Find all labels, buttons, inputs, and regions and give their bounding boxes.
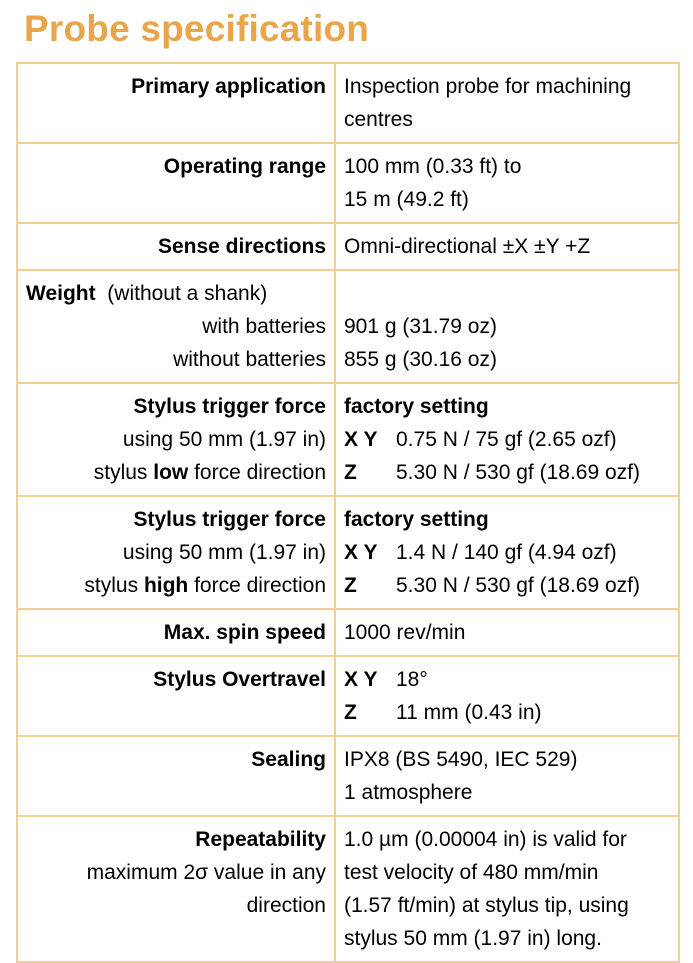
primary-application-value-2: centres: [344, 108, 413, 131]
trigger-high-sub2: stylus high force direction: [84, 574, 326, 597]
repeatability-value-3: (1.57 ft/min) at stylus tip, using: [344, 894, 629, 917]
row-value-cell: [335, 609, 679, 656]
trigger-high-sub1: using 50 mm (1.97 in): [122, 541, 326, 564]
operating-range-label: Operating range: [163, 155, 326, 178]
row-label-cell: [17, 736, 335, 816]
table-row: [17, 609, 679, 656]
primary-application-label: Primary application: [131, 75, 326, 98]
stylus-overtravel-z: Z 11 mm (0.43 in): [344, 701, 542, 724]
trigger-high-z: Z 5.30 N / 530 gf (18.69 ozf): [344, 574, 640, 597]
page-title: Probe specification: [24, 8, 370, 49]
table-row: [17, 223, 679, 270]
sense-directions-label: Sense directions: [157, 235, 326, 258]
weight-without-batteries-label: without batteries: [173, 348, 326, 371]
weight-with-batteries-value: 901 g (31.79 oz): [344, 315, 497, 338]
trigger-high-xy: X Y 1.4 N / 140 gf (4.94 ozf): [344, 541, 617, 564]
table-row: [17, 270, 679, 383]
repeatability-sub1: maximum 2σ value in any: [86, 861, 326, 884]
row-value-cell: [335, 736, 679, 816]
stylus-overtravel-xy: X Y 18°: [344, 668, 428, 691]
row-label-cell: [17, 143, 335, 223]
row-label-cell: [17, 609, 335, 656]
row-value-cell: [335, 383, 679, 496]
trigger-low-sub2: stylus low force direction: [93, 461, 326, 484]
table-row: [17, 656, 679, 736]
primary-application-value-1: Inspection probe for machining: [344, 75, 632, 98]
weight-label: Weight: [26, 282, 96, 305]
table-row: [17, 383, 679, 496]
row-label-cell: [17, 383, 335, 496]
row-value-cell: [335, 143, 679, 223]
weight-with-batteries-label: with batteries: [202, 315, 326, 338]
row-label-cell: [17, 270, 335, 383]
weight-without-batteries-value: 855 g (30.16 oz): [344, 348, 497, 371]
repeatability-value-4: stylus 50 mm (1.97 in) long.: [344, 927, 602, 950]
trigger-low-sub1: using 50 mm (1.97 in): [122, 428, 326, 451]
table-row: [17, 496, 679, 609]
trigger-low-label: Stylus trigger force: [133, 395, 326, 418]
repeatability-label: Repeatability: [195, 828, 326, 851]
repeatability-sub2: direction: [246, 894, 326, 917]
table-row: [17, 736, 679, 816]
row-value-cell: [335, 496, 679, 609]
table-row: [17, 816, 679, 962]
max-spin-speed-label: Max. spin speed: [163, 621, 326, 644]
row-label-cell: [17, 223, 335, 270]
row-value-cell: [335, 656, 679, 736]
sealing-value-2: 1 atmosphere: [344, 781, 473, 804]
max-spin-speed-value: 1000 rev/min: [344, 621, 466, 644]
row-value-cell: [335, 270, 679, 383]
spec-table: [16, 62, 680, 963]
row-label-cell: [17, 656, 335, 736]
sealing-value-1: IPX8 (BS 5490, IEC 529): [344, 748, 578, 771]
sealing-label: Sealing: [251, 748, 326, 771]
operating-range-value-1: 100 mm (0.33 ft) to: [344, 155, 522, 178]
trigger-low-xy: X Y 0.75 N / 75 gf (2.65 ozf): [344, 428, 617, 451]
repeatability-value-1: 1.0 µm (0.00004 in) is valid for: [344, 828, 627, 851]
repeatability-value-2: test velocity of 480 mm/min: [344, 861, 599, 884]
operating-range-value-2: 15 m (49.2 ft): [344, 188, 469, 211]
row-label-cell: [17, 63, 335, 143]
trigger-high-label: Stylus trigger force: [133, 508, 326, 531]
trigger-low-value-head: factory setting: [344, 395, 489, 418]
table-row: [17, 143, 679, 223]
weight-label-note: (without a shank): [107, 282, 268, 305]
stylus-overtravel-label: Stylus Overtravel: [153, 668, 326, 691]
row-value-cell: [335, 63, 679, 143]
table-row: [17, 63, 679, 143]
row-label-cell: [17, 496, 335, 609]
trigger-low-z: Z 5.30 N / 530 gf (18.69 ozf): [344, 461, 640, 484]
sense-directions-value: Omni-directional ±X ±Y +Z: [344, 235, 591, 258]
trigger-high-value-head: factory setting: [344, 508, 489, 531]
row-value-cell: [335, 223, 679, 270]
row-label-cell: [17, 816, 335, 962]
row-value-cell: [335, 816, 679, 962]
